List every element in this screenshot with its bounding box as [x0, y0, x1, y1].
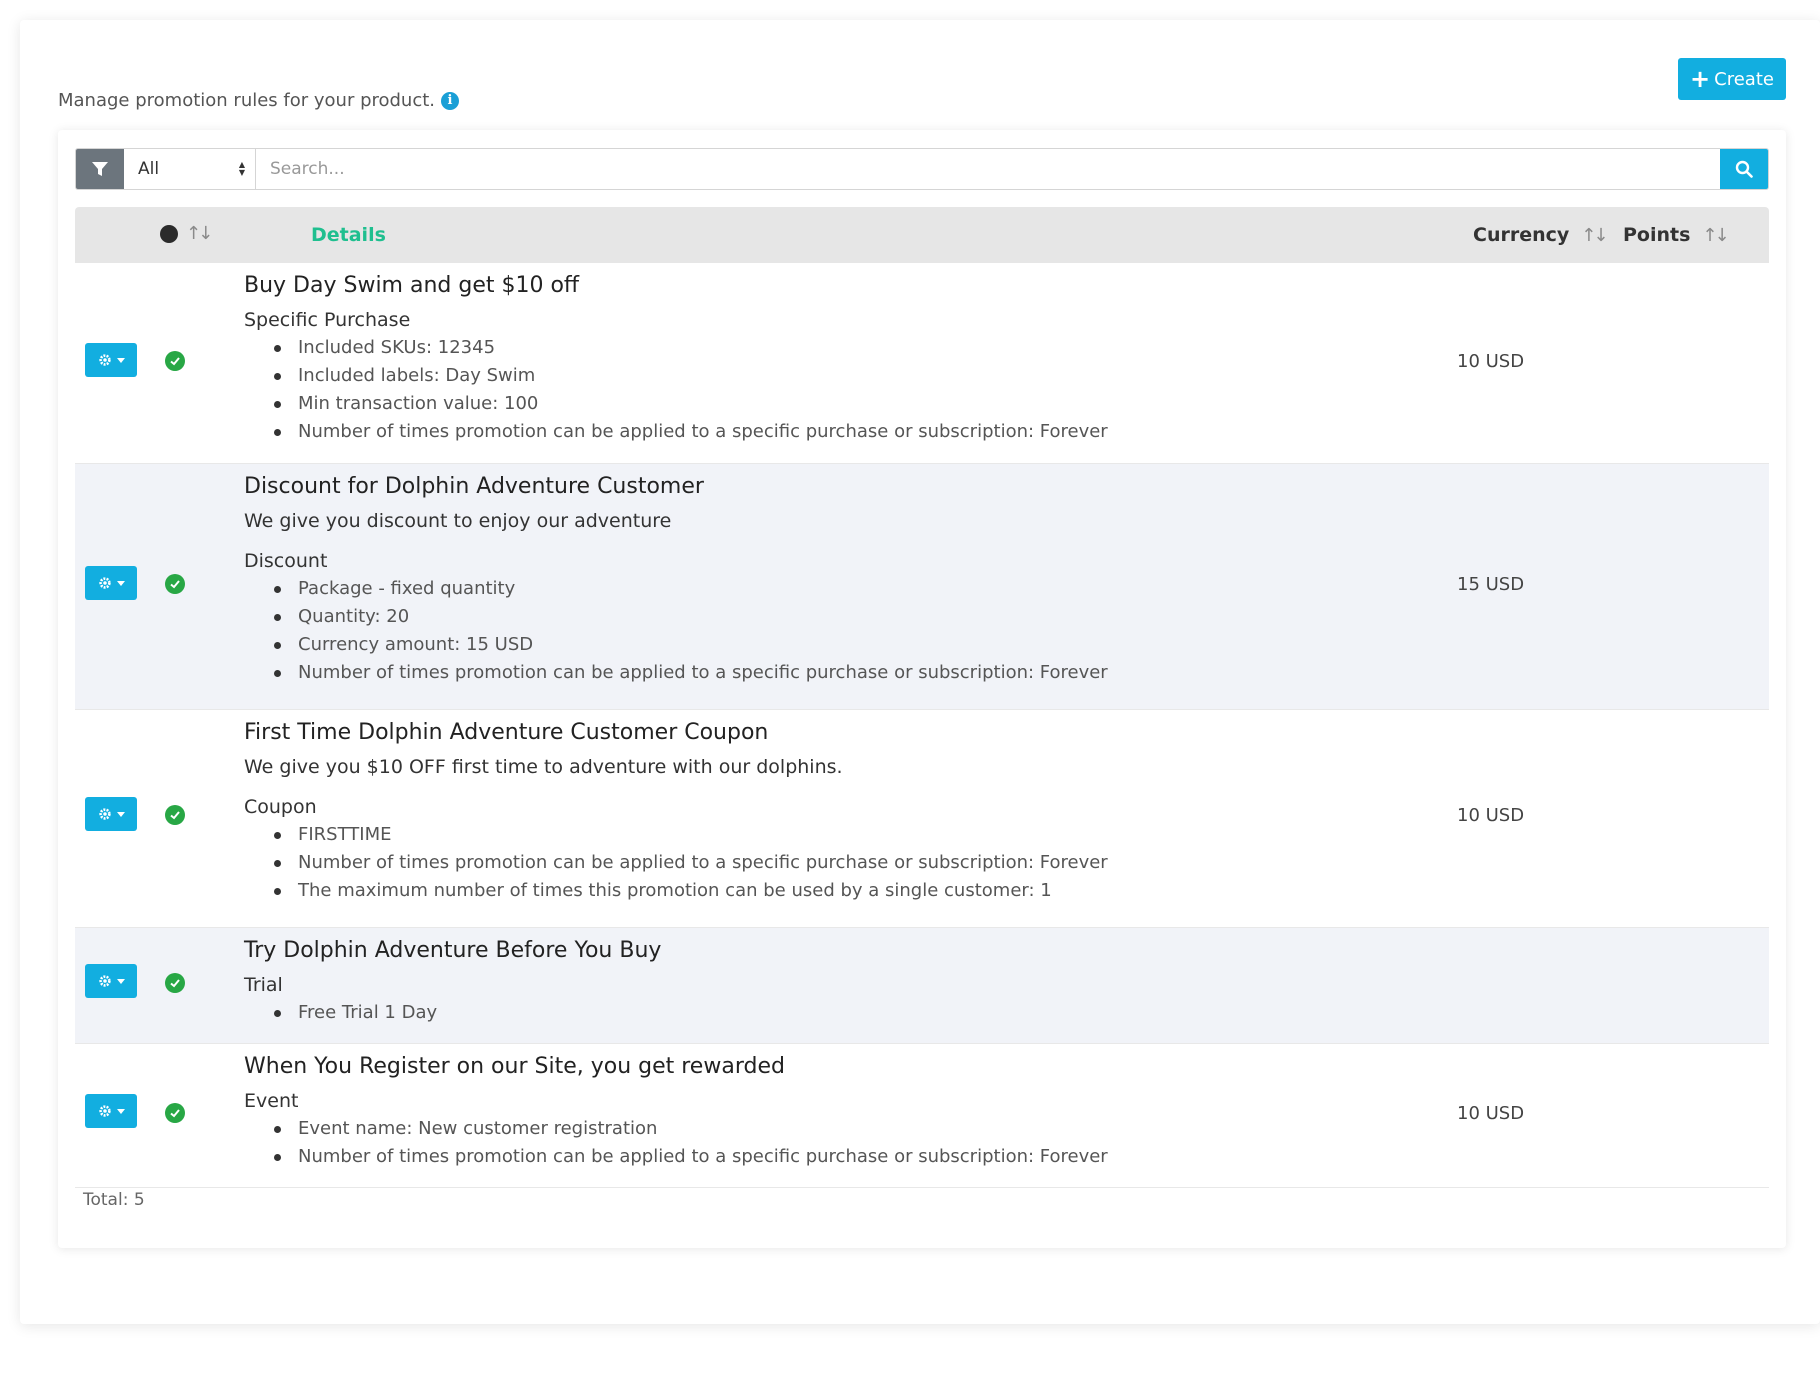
currency-value: 10 USD — [1457, 1103, 1525, 1124]
row-actions-button[interactable] — [85, 343, 137, 377]
list-item: Min transaction value: 100 — [286, 390, 1369, 418]
currency-value: 15 USD — [1457, 574, 1525, 595]
points-column-header[interactable] — [1623, 224, 1727, 246]
row-actions-button[interactable] — [85, 1094, 137, 1128]
status-dot-icon — [160, 225, 178, 243]
list-item: Package - fixed quantity — [286, 575, 1369, 603]
rule-conditions — [286, 334, 1369, 446]
status-column-header[interactable] — [160, 223, 210, 244]
filter-button[interactable] — [76, 149, 124, 189]
gear-icon — [98, 576, 112, 590]
rule-conditions — [286, 1115, 1369, 1171]
intro — [58, 90, 459, 111]
check-circle-icon — [165, 1103, 185, 1123]
filter-icon — [91, 160, 109, 178]
list-item: Number of times promotion can be applied to a specific purchase or subscription: Forever — [286, 659, 1369, 687]
rule-description: We give you $10 OFF first time to adventure with our dolphins. — [244, 756, 843, 778]
rule-conditions — [286, 821, 1369, 905]
list-item: Number of times promotion can be applied to a specific purchase or subscription: Forever — [286, 1143, 1369, 1171]
total-count: Total: 5 — [83, 1190, 145, 1210]
filter-bar — [75, 148, 1769, 190]
table-header — [75, 207, 1769, 263]
rule-conditions — [286, 999, 1369, 1027]
table-row — [75, 710, 1769, 928]
list-item: Quantity: 20 — [286, 603, 1369, 631]
rule-description: We give you discount to enjoy our adventure — [244, 510, 672, 532]
search-button[interactable] — [1720, 149, 1768, 189]
list-item: The maximum number of times this promotion can be used by a single customer: 1 — [286, 877, 1369, 905]
rule-type: Coupon — [244, 796, 317, 818]
table-row — [75, 928, 1769, 1044]
chevron-down-icon — [117, 1109, 125, 1114]
rule-details — [244, 472, 1369, 687]
list-item: FIRSTTIME — [286, 821, 1369, 849]
select-arrows-icon: ▲ ▼ — [238, 160, 245, 177]
currency-value: 10 USD — [1457, 805, 1525, 826]
chevron-down-icon — [117, 979, 125, 984]
search-icon — [1735, 160, 1753, 178]
create-label: Create — [1714, 68, 1774, 90]
check-circle-icon — [165, 351, 185, 371]
gear-icon — [98, 807, 112, 821]
chevron-down-icon — [117, 581, 125, 586]
rule-title[interactable]: Try Dolphin Adventure Before You Buy — [244, 938, 662, 963]
row-actions-button[interactable] — [85, 964, 137, 998]
gear-icon — [98, 353, 112, 367]
chevron-down-icon — [117, 812, 125, 817]
search-input[interactable] — [256, 149, 1720, 189]
currency-value: 10 USD — [1457, 351, 1525, 372]
sort-icon[interactable]: ↑↓ — [1702, 224, 1727, 246]
rule-title[interactable]: First Time Dolphin Adventure Customer Coupon — [244, 720, 769, 745]
rule-conditions — [286, 575, 1369, 687]
row-actions-button[interactable] — [85, 566, 137, 600]
rule-type: Trial — [244, 974, 283, 996]
gear-icon — [98, 1104, 112, 1118]
chevron-down-icon — [117, 358, 125, 363]
rule-type: Discount — [244, 550, 328, 572]
rule-type: Specific Purchase — [244, 309, 411, 331]
list-item: Number of times promotion can be applied to a specific purchase or subscription: Forever — [286, 849, 1369, 877]
row-actions-button[interactable] — [85, 797, 137, 831]
rule-details — [244, 1052, 1369, 1171]
check-circle-icon — [165, 973, 185, 993]
details-column-header: Details — [311, 224, 386, 246]
currency-column-label: Currency — [1473, 224, 1570, 246]
rule-title[interactable]: Discount for Dolphin Adventure Customer — [244, 474, 704, 499]
list-item: Free Trial 1 Day — [286, 999, 1369, 1027]
points-column-label: Points — [1623, 224, 1691, 246]
filter-select[interactable] — [124, 149, 256, 189]
check-circle-icon — [165, 574, 185, 594]
table-row — [75, 1044, 1769, 1188]
check-circle-icon — [165, 805, 185, 825]
list-item: Included SKUs: 12345 — [286, 334, 1369, 362]
filter-select-value: All — [138, 159, 160, 179]
rule-title[interactable]: When You Register on our Site, you get rewarded — [244, 1054, 785, 1079]
list-item: Currency amount: 15 USD — [286, 631, 1369, 659]
sort-icon[interactable]: ↑↓ — [1581, 224, 1606, 246]
rule-details — [244, 936, 1369, 1027]
rule-details — [244, 718, 1369, 905]
list-item: Included labels: Day Swim — [286, 362, 1369, 390]
list-item: Event name: New customer registration — [286, 1115, 1369, 1143]
sort-icon[interactable]: ↑↓ — [186, 223, 211, 244]
rule-title[interactable]: Buy Day Swim and get $10 off — [244, 273, 580, 298]
list-item: Number of times promotion can be applied to a specific purchase or subscription: Forever — [286, 418, 1369, 446]
rule-type: Event — [244, 1090, 299, 1112]
gear-icon — [98, 974, 112, 988]
plus-icon: + — [1690, 65, 1711, 93]
intro-text: Manage promotion rules for your product. — [58, 90, 436, 111]
create-button[interactable] — [1678, 58, 1786, 100]
info-icon[interactable]: i — [441, 92, 459, 110]
table-row — [75, 464, 1769, 710]
table-row — [75, 263, 1769, 464]
currency-column-header[interactable] — [1473, 224, 1605, 246]
rule-details — [244, 271, 1369, 446]
